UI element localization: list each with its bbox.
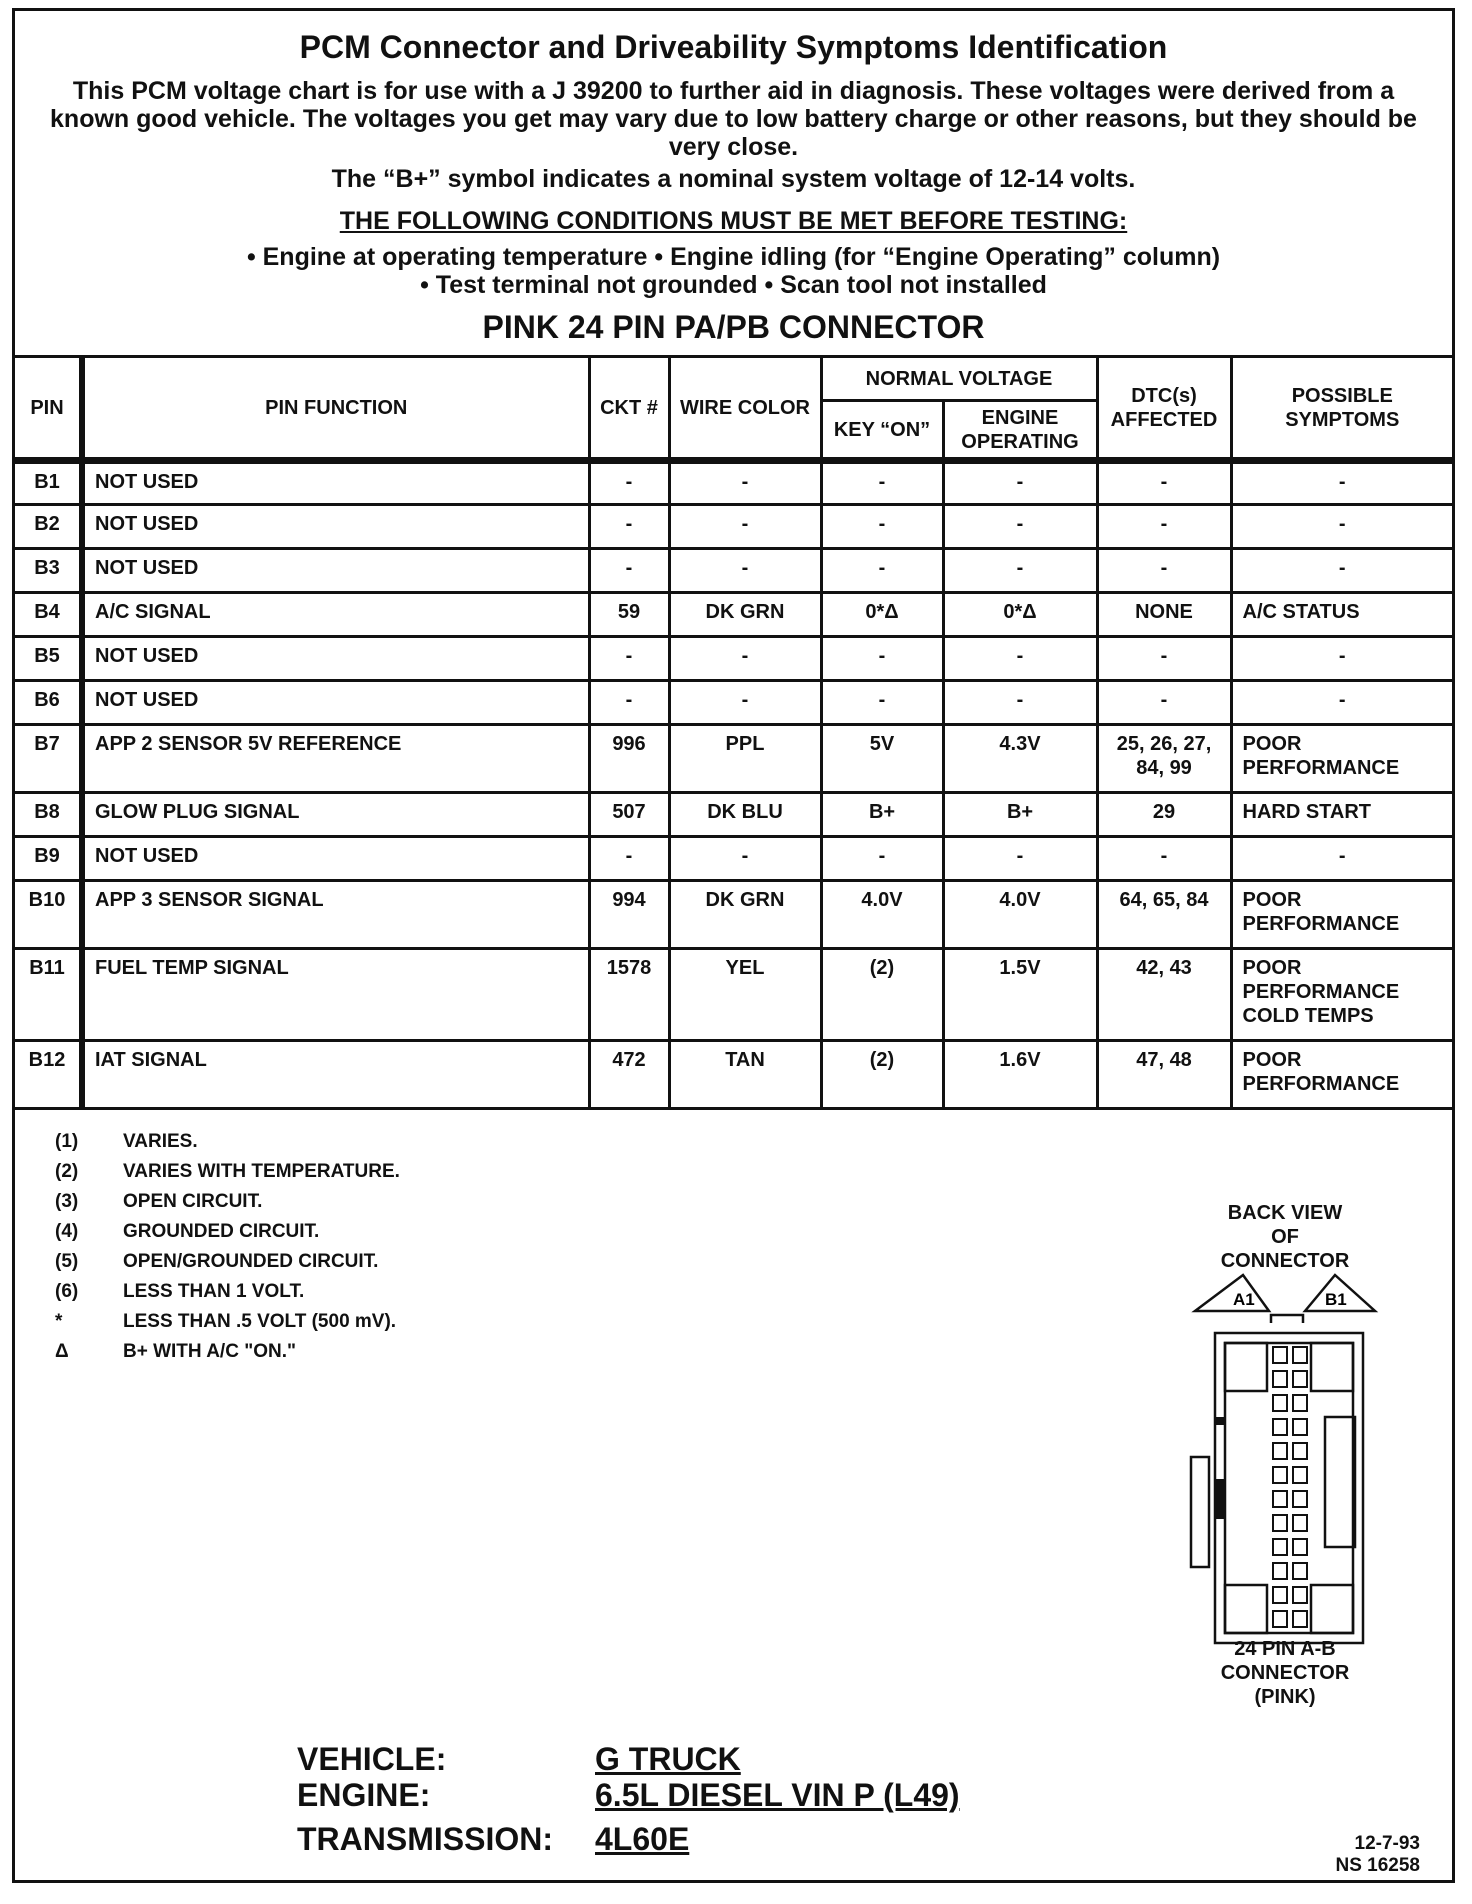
- row-pin: B6: [15, 681, 82, 725]
- connector-key: [1325, 1417, 1355, 1547]
- document-number: NS 16258: [1335, 1855, 1420, 1876]
- connector-latch: [1191, 1457, 1209, 1567]
- row-ckt: 472: [589, 1041, 669, 1109]
- corner-cavity: [1311, 1585, 1353, 1633]
- table-row: [15, 505, 1452, 549]
- back-view-label: [1195, 1201, 1375, 1273]
- row-engine-operating: -: [943, 461, 1097, 505]
- transmission-label: TRANSMISSION:: [297, 1821, 553, 1857]
- table-row: [15, 461, 1452, 505]
- row-wire-color: TAN: [669, 1041, 821, 1109]
- connector-body: [1215, 1333, 1363, 1643]
- row-ckt: 59: [589, 593, 669, 637]
- row-pin: B2: [15, 505, 82, 549]
- row-wire-color: -: [669, 837, 821, 881]
- table-row: [15, 681, 1452, 725]
- note-text: B+ WITH A/C "ON.": [123, 1341, 297, 1362]
- pin-cavity: [1293, 1395, 1307, 1411]
- conditions-title: THE FOLLOWING CONDITIONS MUST BE MET BEFORE TESTING:: [339, 207, 1128, 235]
- row-function: NOT USED: [82, 837, 589, 881]
- back-view-line: BACK VIEW: [1227, 1202, 1343, 1224]
- connector-tab: [1271, 1315, 1303, 1323]
- row-engine-operating: -: [943, 505, 1097, 549]
- conditions-line-1: • Engine at operating temperature • Engine idling (for “Engine Operating” column): [246, 243, 1221, 271]
- row-key-on: -: [821, 549, 943, 593]
- corner-cavity: [1225, 1343, 1267, 1391]
- row-dtc: -: [1097, 637, 1231, 681]
- connector-caption-line: (PINK): [1254, 1686, 1316, 1708]
- row-pin: B8: [15, 793, 82, 837]
- row-engine-operating: -: [943, 837, 1097, 881]
- pin-cavity: [1293, 1611, 1307, 1627]
- pin-cavity: [1293, 1563, 1307, 1579]
- row-ckt: -: [589, 637, 669, 681]
- row-pin: B9: [15, 837, 82, 881]
- row-symptoms: -: [1231, 461, 1452, 505]
- engine-label: ENGINE:: [297, 1777, 431, 1813]
- row-key-on: -: [821, 837, 943, 881]
- header-key-on: KEY “ON”: [821, 401, 943, 461]
- row-wire-color: DK GRN: [669, 593, 821, 637]
- row-ckt: -: [589, 461, 669, 505]
- row-wire-color: -: [669, 549, 821, 593]
- note-item: [55, 1221, 400, 1251]
- header-engine-operating: ENGINE OPERATING: [943, 401, 1097, 461]
- table-row: [15, 793, 1452, 837]
- table-row: [15, 949, 1452, 1041]
- pin-cavity: [1293, 1443, 1307, 1459]
- row-function: NOT USED: [82, 637, 589, 681]
- pin-cavity: [1273, 1443, 1287, 1459]
- row-symptoms: HARD START: [1231, 793, 1452, 837]
- note-key: Δ: [55, 1341, 69, 1362]
- pin-cavity: [1273, 1419, 1287, 1435]
- row-function: IAT SIGNAL: [82, 1041, 589, 1109]
- pin-cavity: [1273, 1587, 1287, 1603]
- chart-page: [12, 8, 1455, 1883]
- row-symptoms: -: [1231, 681, 1452, 725]
- note-key: (3): [55, 1191, 79, 1212]
- pin-cavity: [1273, 1611, 1287, 1627]
- row-wire-color: DK BLU: [669, 793, 821, 837]
- row-symptoms: POOR PERFORMANCE: [1231, 725, 1452, 793]
- pin-cavity: [1273, 1563, 1287, 1579]
- row-ckt: -: [589, 505, 669, 549]
- note-key: (6): [55, 1281, 79, 1302]
- connector-caption: [1195, 1637, 1375, 1709]
- note-item: [55, 1281, 400, 1311]
- corner-cavity: [1311, 1343, 1353, 1391]
- row-ckt: 1578: [589, 949, 669, 1041]
- row-engine-operating: B+: [943, 793, 1097, 837]
- row-function: NOT USED: [82, 461, 589, 505]
- note-key: (2): [55, 1161, 79, 1182]
- pin-cavity: [1273, 1467, 1287, 1483]
- connector-inner: [1225, 1343, 1353, 1633]
- row-engine-operating: -: [943, 549, 1097, 593]
- pin-cavity: [1273, 1539, 1287, 1555]
- row-function: APP 2 SENSOR 5V REFERENCE: [82, 725, 589, 793]
- note-item: [55, 1311, 400, 1341]
- header-wire-color: WIRE COLOR: [669, 357, 821, 461]
- row-function: NOT USED: [82, 549, 589, 593]
- row-ckt: 994: [589, 881, 669, 949]
- table-row: [15, 549, 1452, 593]
- row-pin: B5: [15, 637, 82, 681]
- row-function: NOT USED: [82, 681, 589, 725]
- row-function: NOT USED: [82, 505, 589, 549]
- row-symptoms: -: [1231, 505, 1452, 549]
- transmission-value: 4L60E: [595, 1821, 690, 1857]
- row-ckt: -: [589, 549, 669, 593]
- note-text: GROUNDED CIRCUIT.: [123, 1221, 320, 1242]
- row-ckt: -: [589, 681, 669, 725]
- row-pin: B7: [15, 725, 82, 793]
- pin-cavity: [1293, 1347, 1307, 1363]
- corner-cavity: [1225, 1585, 1267, 1633]
- pin-cavity: [1273, 1515, 1287, 1531]
- pin-table: [15, 355, 1452, 1110]
- connector-caption-line: CONNECTOR: [1220, 1662, 1350, 1684]
- row-dtc: -: [1097, 837, 1231, 881]
- row-symptoms: POOR PERFORMANCE COLD TEMPS: [1231, 949, 1452, 1041]
- row-dtc: 29: [1097, 793, 1231, 837]
- pin-cavity: [1293, 1587, 1307, 1603]
- marker: [1215, 1479, 1225, 1519]
- table-row: [15, 637, 1452, 681]
- note-text: OPEN CIRCUIT.: [123, 1191, 263, 1212]
- row-engine-operating: -: [943, 637, 1097, 681]
- row-key-on: 4.0V: [821, 881, 943, 949]
- vehicle-value: G TRUCK: [595, 1741, 741, 1777]
- header-normal-voltage: NORMAL VOLTAGE: [821, 357, 1097, 401]
- header-dtc: DTC(s) AFFECTED: [1097, 357, 1231, 461]
- row-wire-color: -: [669, 505, 821, 549]
- header-pin-function: PIN FUNCTION: [82, 357, 589, 461]
- row-key-on: -: [821, 681, 943, 725]
- pin-cavity: [1273, 1371, 1287, 1387]
- row-key-on: (2): [821, 949, 943, 1041]
- row-function: GLOW PLUG SIGNAL: [82, 793, 589, 837]
- pin-cavity: [1273, 1347, 1287, 1363]
- row-pin: B1: [15, 461, 82, 505]
- row-function: FUEL TEMP SIGNAL: [82, 949, 589, 1041]
- row-dtc: -: [1097, 549, 1231, 593]
- note-key: (5): [55, 1251, 79, 1272]
- conditions-line-2: • Test terminal not grounded • Scan tool not installed: [420, 271, 1047, 299]
- row-function: A/C SIGNAL: [82, 593, 589, 637]
- document-date: 12-7-93: [1354, 1833, 1420, 1854]
- row-engine-operating: 1.5V: [943, 949, 1097, 1041]
- note-text: LESS THAN 1 VOLT.: [123, 1281, 305, 1302]
- vehicle-label: VEHICLE:: [297, 1741, 447, 1777]
- note-item: [55, 1251, 400, 1281]
- note-item: [55, 1131, 400, 1161]
- page-title: PCM Connector and Driveability Symptoms Identification: [299, 29, 1168, 65]
- marker: [1215, 1417, 1225, 1425]
- row-engine-operating: 1.6V: [943, 1041, 1097, 1109]
- row-key-on: 0*Δ: [821, 593, 943, 637]
- row-wire-color: -: [669, 461, 821, 505]
- connector-title: PINK 24 PIN PA/PB CONNECTOR: [482, 309, 985, 345]
- row-ckt: 507: [589, 793, 669, 837]
- note-key: (1): [55, 1131, 79, 1152]
- row-ckt: -: [589, 837, 669, 881]
- pin-cavity: [1293, 1539, 1307, 1555]
- row-wire-color: PPL: [669, 725, 821, 793]
- pin-cavity: [1273, 1491, 1287, 1507]
- row-engine-operating: -: [943, 681, 1097, 725]
- row-pin: B11: [15, 949, 82, 1041]
- row-dtc: 64, 65, 84: [1097, 881, 1231, 949]
- row-dtc: -: [1097, 505, 1231, 549]
- row-key-on: B+: [821, 793, 943, 837]
- row-symptoms: -: [1231, 549, 1452, 593]
- back-view-line: OF: [1271, 1226, 1299, 1248]
- row-symptoms: -: [1231, 837, 1452, 881]
- header-pin: PIN: [15, 357, 82, 461]
- table-row: [15, 725, 1452, 793]
- row-key-on: -: [821, 637, 943, 681]
- label-a1: A1: [1233, 1290, 1255, 1309]
- row-symptoms: A/C STATUS: [1231, 593, 1452, 637]
- row-dtc: 42, 43: [1097, 949, 1231, 1041]
- intro-text: This PCM voltage chart is for use with a J 39200 to further aid in diagnosis. These voltages were derived from a known good vehicle. The voltages you get may vary due to low battery charge or other reasons, but they should be very close.: [50, 77, 1417, 161]
- row-dtc: -: [1097, 461, 1231, 505]
- row-dtc: 47, 48: [1097, 1041, 1231, 1109]
- pin-cavity: [1273, 1395, 1287, 1411]
- table-row: [15, 837, 1452, 881]
- row-symptoms: -: [1231, 637, 1452, 681]
- row-function: APP 3 SENSOR SIGNAL: [82, 881, 589, 949]
- note-key: *: [55, 1311, 63, 1332]
- row-dtc: 25, 26, 27, 84, 99: [1097, 725, 1231, 793]
- row-pin: B3: [15, 549, 82, 593]
- back-view-line: CONNECTOR: [1220, 1250, 1350, 1272]
- note-item: [55, 1161, 400, 1191]
- row-ckt: 996: [589, 725, 669, 793]
- row-wire-color: -: [669, 637, 821, 681]
- header-ckt: CKT #: [589, 357, 669, 461]
- row-wire-color: DK GRN: [669, 881, 821, 949]
- note-item: [55, 1191, 400, 1221]
- note-text: LESS THAN .5 VOLT (500 mV).: [123, 1311, 397, 1332]
- row-symptoms: POOR PERFORMANCE: [1231, 881, 1452, 949]
- note-text: VARIES.: [123, 1131, 198, 1152]
- row-wire-color: YEL: [669, 949, 821, 1041]
- row-pin: B4: [15, 593, 82, 637]
- table-row: [15, 1041, 1452, 1109]
- pin-cavity: [1293, 1371, 1307, 1387]
- header-symptoms: POSSIBLE SYMPTOMS: [1231, 357, 1452, 461]
- pin-cavity: [1293, 1419, 1307, 1435]
- row-key-on: 5V: [821, 725, 943, 793]
- bplus-note: The “B+” symbol indicates a nominal system voltage of 12-14 volts.: [331, 165, 1136, 193]
- connector-caption-line: 24 PIN A-B: [1234, 1638, 1336, 1660]
- table-row: [15, 593, 1452, 637]
- row-engine-operating: 0*Δ: [943, 593, 1097, 637]
- label-b1: B1: [1325, 1290, 1347, 1309]
- pin-cavity: [1293, 1491, 1307, 1507]
- pin-cavity: [1293, 1515, 1307, 1531]
- table-row: [15, 881, 1452, 949]
- note-text: OPEN/GROUNDED CIRCUIT.: [123, 1251, 379, 1272]
- row-key-on: (2): [821, 1041, 943, 1109]
- row-dtc: NONE: [1097, 593, 1231, 637]
- pin-cavity: [1293, 1467, 1307, 1483]
- note-key: (4): [55, 1221, 79, 1242]
- engine-value: 6.5L DIESEL VIN P (L49): [595, 1777, 960, 1813]
- row-key-on: -: [821, 505, 943, 549]
- row-wire-color: -: [669, 681, 821, 725]
- row-symptoms: POOR PERFORMANCE: [1231, 1041, 1452, 1109]
- row-pin: B12: [15, 1041, 82, 1109]
- row-engine-operating: 4.3V: [943, 725, 1097, 793]
- a1-arrow-icon: [1195, 1275, 1269, 1311]
- connector-diagram: [1185, 1267, 1385, 1657]
- notes-legend: [55, 1131, 400, 1371]
- row-dtc: -: [1097, 681, 1231, 725]
- note-text: VARIES WITH TEMPERATURE.: [123, 1161, 400, 1182]
- row-engine-operating: 4.0V: [943, 881, 1097, 949]
- row-pin: B10: [15, 881, 82, 949]
- note-item: [55, 1341, 400, 1371]
- row-key-on: -: [821, 461, 943, 505]
